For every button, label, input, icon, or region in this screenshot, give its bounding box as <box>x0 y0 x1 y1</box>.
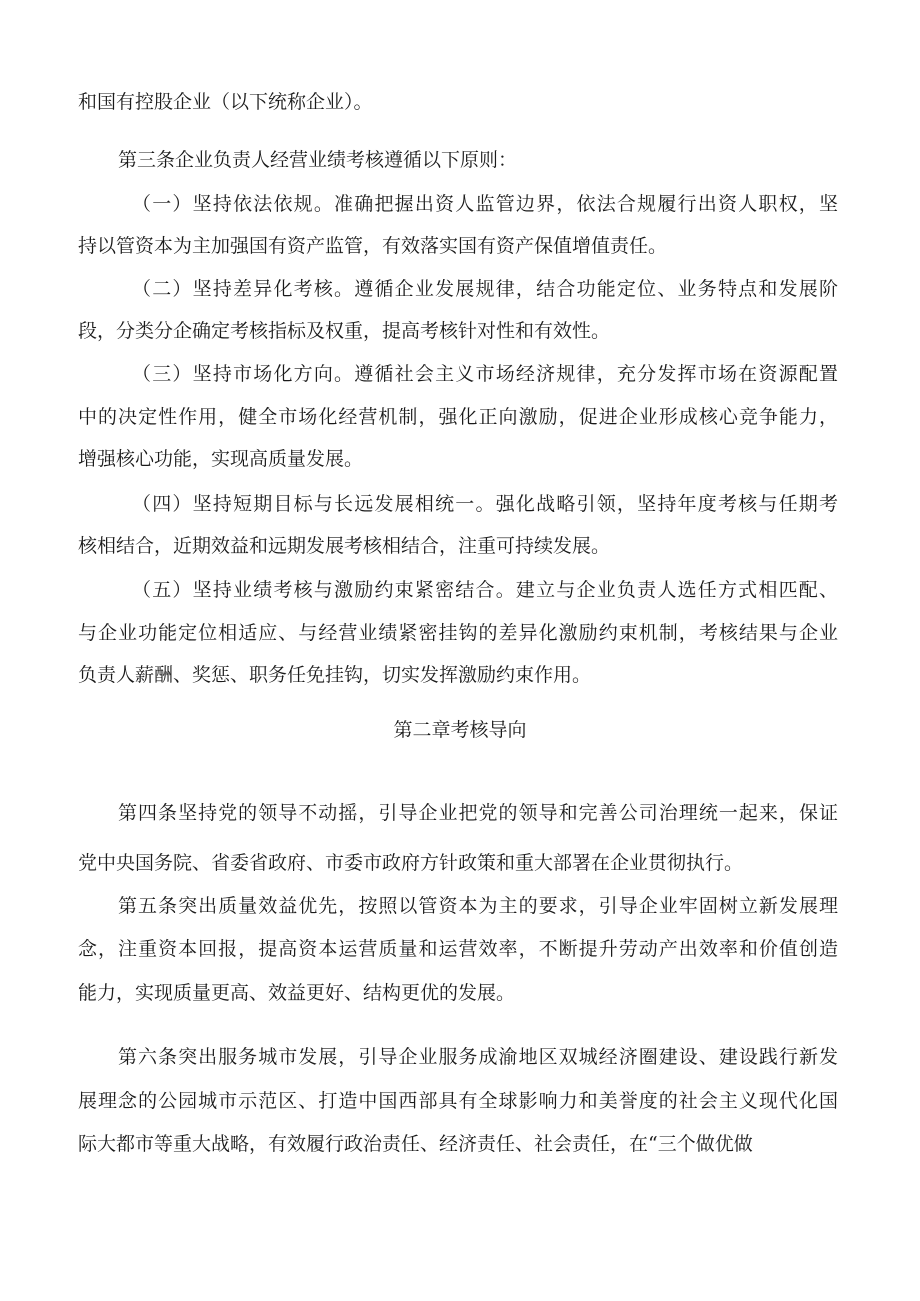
text-line: 能力，实现质量更高、效益更好、结构更优的发展。 <box>78 982 516 1004</box>
text-line: 与企业功能定位相适应、与经营业绩紧密挂钩的差异化激励约束机制，考核结果与企业 <box>78 622 838 644</box>
text-line: 中的决定性作用，健全市场化经营机制，强化正向激励，促进企业形成核心竞争能力， <box>78 406 838 428</box>
text-line: 念，注重资本回报，提高资本运营质量和运营效率，不断提升劳动产出效率和价值创造 <box>78 938 838 960</box>
text-line: 第四条坚持党的领导不动摇，引导企业把党的领导和完善公司治理统一起来，保证 <box>118 802 838 824</box>
text-line: 际大都市等重大战略，有效履行政治责任、经济责任、社会责任，在“三个做优做 <box>78 1133 753 1155</box>
text-line: （三）坚持市场化方向。遵循社会主义市场经济规律，充分发挥市场在资源配置 <box>132 363 838 385</box>
text-line: 段，分类分企确定考核指标及权重，提高考核针对性和有效性。 <box>78 320 611 342</box>
text-line: （四）坚持短期目标与长远发展相统一。强化战略引领，坚持年度考核与任期考 <box>132 493 838 515</box>
text-line: （一）坚持依法依规。准确把握出资人监管边界，依法合规履行出资人职权，坚 <box>132 193 838 215</box>
text-line: 展理念的公园城市示范区、打造中国西部具有全球影响力和美誉度的社会主义现代化国 <box>78 1090 838 1112</box>
text-line: 和国有控股企业（以下统称企业）。 <box>78 91 373 113</box>
text-line: 第五条突出质量效益优先，按照以管资本为主的要求，引导企业牢固树立新发展理 <box>118 895 838 917</box>
text-line: 增强核心功能，实现高质量发展。 <box>78 448 364 470</box>
text-line: （五）坚持业绩考核与激励约束紧密结合。建立与企业负责人选任方式相匹配、 <box>132 579 838 601</box>
chapter-2-title: 第二章考核导向 <box>393 719 527 741</box>
article-3-heading: 第三条企业负责人经营业绩考核遵循以下原则： <box>118 149 518 171</box>
text-line: 核相结合，近期效益和远期发展考核相结合，注重可持续发展。 <box>78 535 611 557</box>
text-line: 党中央国务院、省委省政府、市委市政府方针政策和重大部署在企业贯彻执行。 <box>78 852 744 874</box>
text-line: 负责人薪酬、奖惩、职务任免挂钩，切实发挥激励约束作用。 <box>78 664 592 686</box>
text-line: （二）坚持差异化考核。遵循企业发展规律，结合功能定位、业务特点和发展阶 <box>132 278 838 300</box>
text-line: 第六条突出服务城市发展，引导企业服务成渝地区双城经济圈建设、建设践行新发 <box>118 1046 838 1068</box>
text-line: 持以管资本为主加强国有资产监管，有效落实国有资产保值增值责任。 <box>78 235 668 257</box>
